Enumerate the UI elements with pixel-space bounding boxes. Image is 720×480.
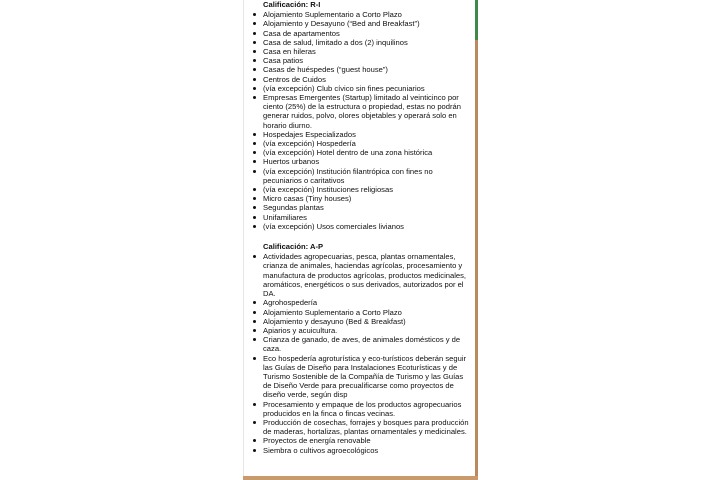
section-heading: Calificación: R-I <box>263 0 321 9</box>
list-item: Hospedajes Especializados <box>252 130 472 139</box>
list-item: Casa en hileras <box>252 47 472 56</box>
list-item: (vía excepción) Institución filantrópica con fines no pecuniarios o caritativos <box>252 167 472 185</box>
section-heading: Calificación: A-P <box>263 242 324 252</box>
green-accent-bar <box>475 0 478 40</box>
list-item: Alojamiento y desayuno (Bed & Breakfast) <box>252 317 472 326</box>
list-item: Empresas Emergentes (Startup) limitado al veinticinco por ciento (25%) de la estructura o propiedad, estas no podrán generar ruidos, polvo, olores objetables y operará solo en horario diurno. <box>252 93 472 130</box>
list-item: Alojamiento Suplementario a Corto Plazo <box>252 10 472 19</box>
list-item: Crianza de ganado, de aves, de animales domésticos y de caza. <box>252 335 472 353</box>
list-item: Actividades agropecuarias, pesca, plantas ornamentales, crianza de animales, haciendas agrícolas, procesamiento y manufactura de productos agrícolas, productos medicinales, aromáticos, energéticos o sus derivados, autorizados por el DA. <box>252 252 472 298</box>
list-item: Casa de salud, limitado a dos (2) inquilinos <box>252 38 472 47</box>
list-item: Huertos urbanos <box>252 157 472 166</box>
uses-list <box>252 10 472 231</box>
list-item: (vía excepción) Instituciones religiosas <box>252 185 472 194</box>
list-item: Siembra o cultivos agroecológicos <box>252 446 472 455</box>
list-item: (vía excepción) Usos comerciales livianos <box>252 222 472 231</box>
list-item: Centros de Cuidos <box>252 75 472 84</box>
list-item: Procesamiento y empaque de los productos agropecuarios producidos en la finca o fincas vecinas. <box>252 400 472 418</box>
section-r-i <box>252 0 472 231</box>
list-item: Casas de huéspedes (“guest house”) <box>252 65 472 74</box>
list-item: Alojamiento y Desayuno (“Bed and Breakfast”) <box>252 19 472 28</box>
list-item: Proyectos de energía renovable <box>252 436 472 445</box>
list-item: Producción de cosechas, forrajes y bosques para producción de maderas, hortalizas, plantas ornamentales y medicinales. <box>252 418 472 436</box>
list-item: Alojamiento Suplementario a Corto Plazo <box>252 308 472 317</box>
zoning-uses-list <box>252 0 472 455</box>
list-item: Unifamiliares <box>252 213 472 222</box>
list-item: (vía excepción) Hospedería <box>252 139 472 148</box>
list-item: (vía excepción) Club cívico sin fines pecuniarios <box>252 84 472 93</box>
list-item: Segundas plantas <box>252 203 472 212</box>
section-a-p <box>252 242 472 455</box>
list-item: Apiarios y acuicultura. <box>252 326 472 335</box>
list-item: Eco hospedería agroturística y eco-turísticos deberán seguir las Guías de Diseño para Instalaciones Ecoturísticas y de Turismo Sostenible de la Compañía de Turismo y las Guías de Diseño Verde para precualificarse como proyectos de diseño verde, según disp <box>252 354 472 400</box>
bottom-accent-bar <box>243 476 478 480</box>
list-item: Casa patios <box>252 56 472 65</box>
list-item: (vía excepción) Hotel dentro de una zona histórica <box>252 148 472 157</box>
list-item: Micro casas (Tiny houses) <box>252 194 472 203</box>
uses-list <box>252 252 472 454</box>
list-item: Casa de apartamentos <box>252 29 472 38</box>
list-item: Agrohospedería <box>252 298 472 307</box>
brown-accent-bar <box>475 40 478 480</box>
